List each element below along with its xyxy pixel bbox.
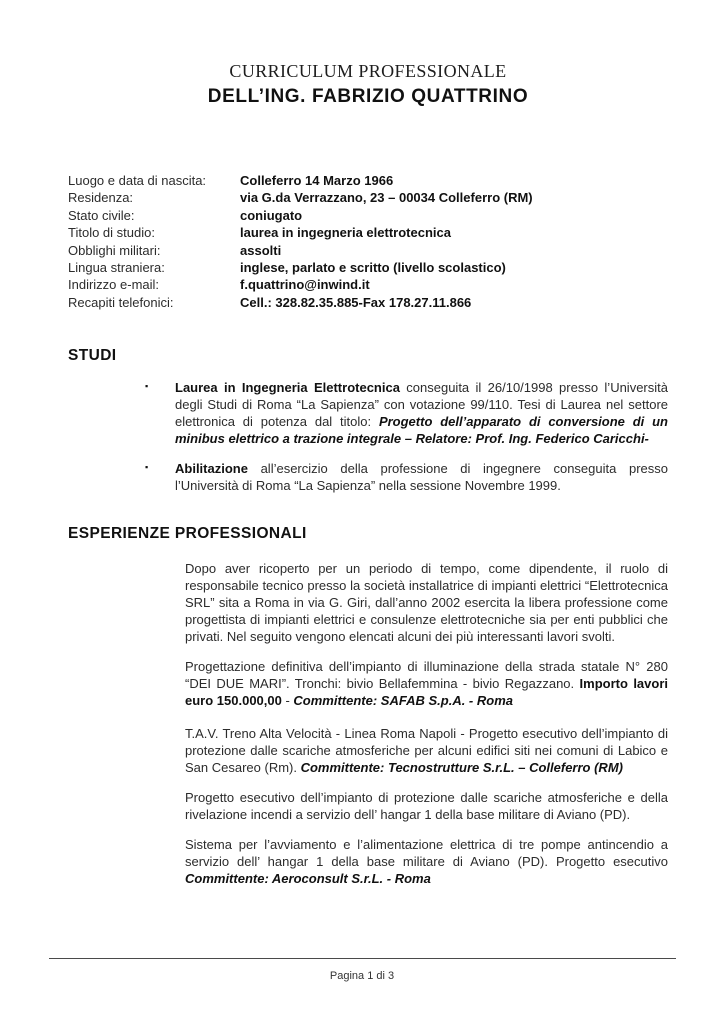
info-label: Recapiti telefonici: <box>68 294 174 310</box>
info-value: inglese, parlato e scritto (livello scolastico) <box>240 260 506 276</box>
info-value: via G.da Verrazzano, 23 – 00034 Colleferro (RM) <box>240 190 533 206</box>
info-row-email <box>68 276 668 293</box>
info-label: Obblighi militari: <box>68 242 161 258</box>
project-paragraph-tav: T.A.V. Treno Alta Velocità - Linea Roma Napoli - Progetto esecutivo dell’impianto di protezione dalle scariche atmosferiche per alcuni edifici siti nei comuni di Labico e San Cesareo (Rm). Committente: Tecnostrutture S.r.L. – Colleferro (RM) <box>185 726 668 776</box>
document-title: CURRICULUM PROFESSIONALE <box>229 61 507 81</box>
document-subtitle: DELL’ING. FABRIZIO QUATTRINO <box>207 86 529 107</box>
page-number: Pagina 1 di 3 <box>329 970 395 982</box>
studi-bullet-abilitazione <box>145 460 668 494</box>
info-label: Residenza: <box>68 190 134 206</box>
info-label: Indirizzo e-mail: <box>68 277 160 293</box>
info-row-phone <box>68 294 668 311</box>
info-value: assolti <box>240 242 282 258</box>
bullet-square-icon: ▪ <box>145 381 149 392</box>
info-label: Stato civile: <box>68 207 135 223</box>
bullet-square-icon: ▪ <box>145 462 149 473</box>
phone-value: Cell.: 328.82.35.885-Fax 178.27.11.866 <box>240 294 472 310</box>
personal-info-table <box>68 172 668 311</box>
info-row-marital-status <box>68 207 668 224</box>
project-paragraph-aviano-protezione: Progetto esecutivo dell’impianto di protezione dalle scariche atmosferiche e della rivelazione incendi a servizio dell’ hangar 1 della base militare di Aviano (PD). <box>185 790 668 823</box>
project-paragraph-illuminazione: Progettazione definitiva dell’impianto di illuminazione della strada statale N° 280 “DEI DUE MARI”. Tronchi: bivio Bellafemmina - bivio Regazzano. Importo lavori euro 150.000,00 - Committente: SAFAB S.p.A. - Roma <box>185 659 668 709</box>
studi-bullet-text: Laurea in Ingegneria Elettrotecnica conseguita il 26/10/1998 presso l’Università degli Studi di Roma “La Sapienza” con votazione 99/110. Tesi di Laurea nel settore elettronica di potenza dal titolo: Progetto dell’apparato di conversione di un minibus elettrico a trazione integrale – Relatore: Prof. Ing. Federico Caricchi- <box>175 380 669 447</box>
section-heading-esperienze: ESPERIENZE PROFESSIONALI <box>68 525 307 543</box>
info-row-education <box>68 224 668 241</box>
info-label: Luogo e data di nascita: <box>68 173 207 188</box>
info-row-military <box>68 242 668 259</box>
info-value: coniugato <box>240 207 303 223</box>
info-row-language <box>68 259 668 276</box>
project-paragraph-aviano-pompe: Sistema per l’avviamento e l’alimentazione elettrica di tre pompe antincendio a servizio dell’ hangar 1 della base militare di Aviano (PD). Progetto esecutivo Committente: Aeroconsult S.r.L. - Roma <box>185 837 668 887</box>
info-row-residence <box>68 189 668 206</box>
info-label: Lingua straniera: <box>68 260 165 276</box>
document-title-block <box>68 60 668 109</box>
esperienze-intro-paragraph: Dopo aver ricoperto per un periodo di tempo, come dipendente, il ruolo di responsabile tecnico presso la società installatrice di impianti elettrici “Elettrotecnica SRL” sita a Roma in via G. Giri, dall’anno 2002 esercita la libera professione come progettista di impianti elettrici e consulenze elettrotecniche sia per enti pubblici che privati. Nel seguito vengono elencati alcuni dei più interessanti lavori svolti. <box>185 561 668 645</box>
info-value: laurea in ingegneria elettrotecnica <box>240 225 451 241</box>
studi-bullet-laurea <box>145 379 669 447</box>
section-heading-studi: STUDI <box>68 347 117 365</box>
info-row-birth <box>68 172 668 189</box>
page-content <box>68 0 668 900</box>
studi-bullet-text: Abilitazione all’esercizio della professione di ingegnere conseguita presso l’Università di Roma “La Sapienza” nella sessione Novembre 1999. <box>175 461 668 494</box>
footer-divider <box>49 958 676 959</box>
info-value: Colleferro 14 Marzo 1966 <box>240 173 394 188</box>
info-label: Titolo di studio: <box>68 225 155 241</box>
email-value: f.quattrino@inwind.it <box>240 277 370 293</box>
